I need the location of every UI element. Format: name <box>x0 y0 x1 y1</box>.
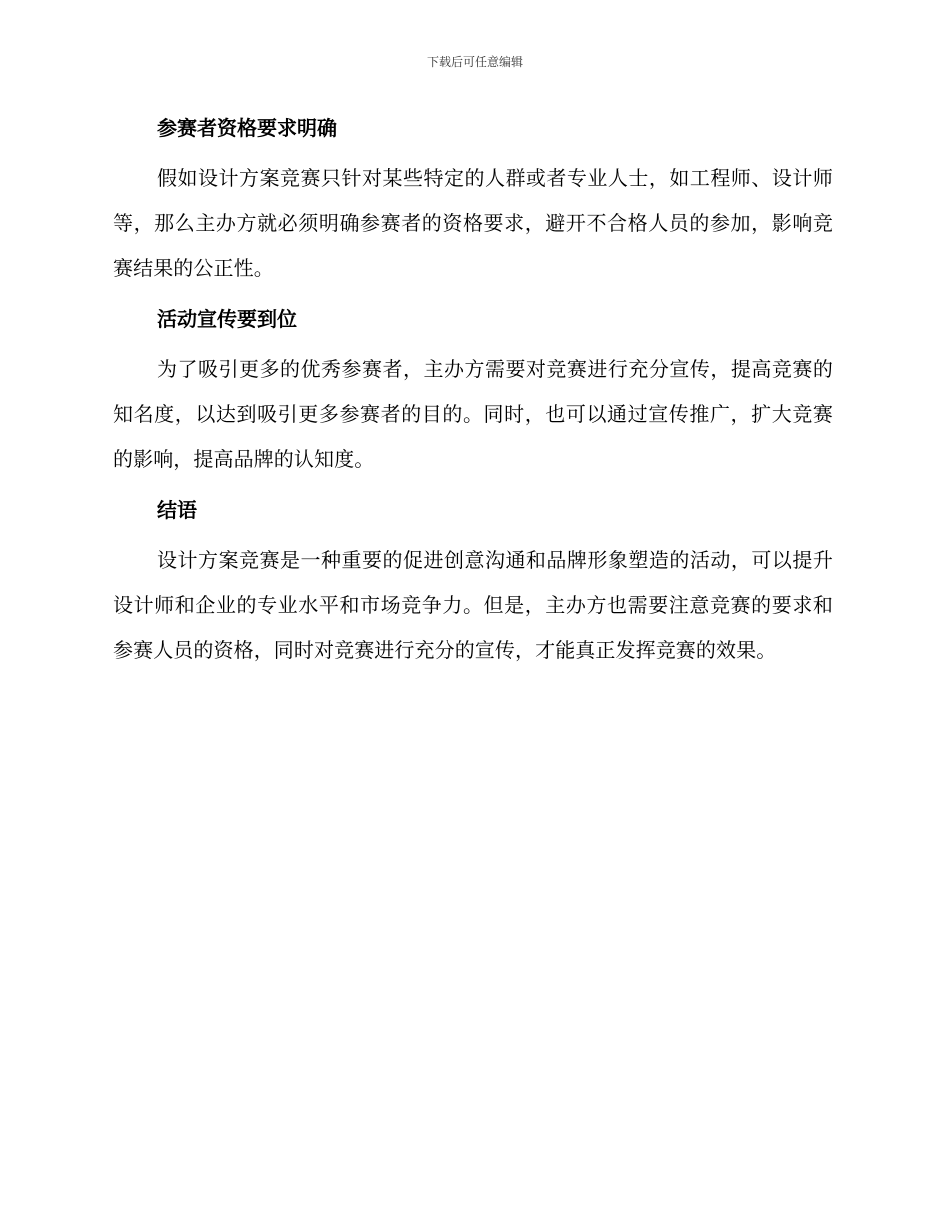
section-paragraph: 设计方案竞赛是一种重要的促进创意沟通和品牌形象塑造的活动，可以提升设计师和企业的专业水平和市场竞争力。但是，主办方也需要注意竞赛的要求和参赛人员的资格，同时对竞赛进行充分的宣传，才能真正发挥竞赛的效果。 <box>113 548 833 662</box>
section-eligibility <box>113 112 833 291</box>
section-promotion <box>113 303 833 482</box>
section-heading: 活动宣传要到位 <box>157 307 297 331</box>
section-paragraph: 假如设计方案竞赛只针对某些特定的人群或者专业人士，如工程师、设计师等，那么主办方就必须明确参赛者的资格要求，避开不合格人员的参加，影响竞赛结果的公正性。 <box>113 166 833 280</box>
section-heading: 参赛者资格要求明确 <box>157 116 337 140</box>
document-body <box>113 112 833 685</box>
section-conclusion <box>113 494 833 673</box>
section-heading: 结语 <box>157 498 197 522</box>
page-header: 下载后可任意编辑 <box>426 55 523 69</box>
section-paragraph: 为了吸引更多的优秀参赛者，主办方需要对竞赛进行充分宣传，提高竞赛的知名度，以达到吸引更多参赛者的目的。同时，也可以通过宣传推广，扩大竞赛的影响，提高品牌的认知度。 <box>113 357 833 471</box>
